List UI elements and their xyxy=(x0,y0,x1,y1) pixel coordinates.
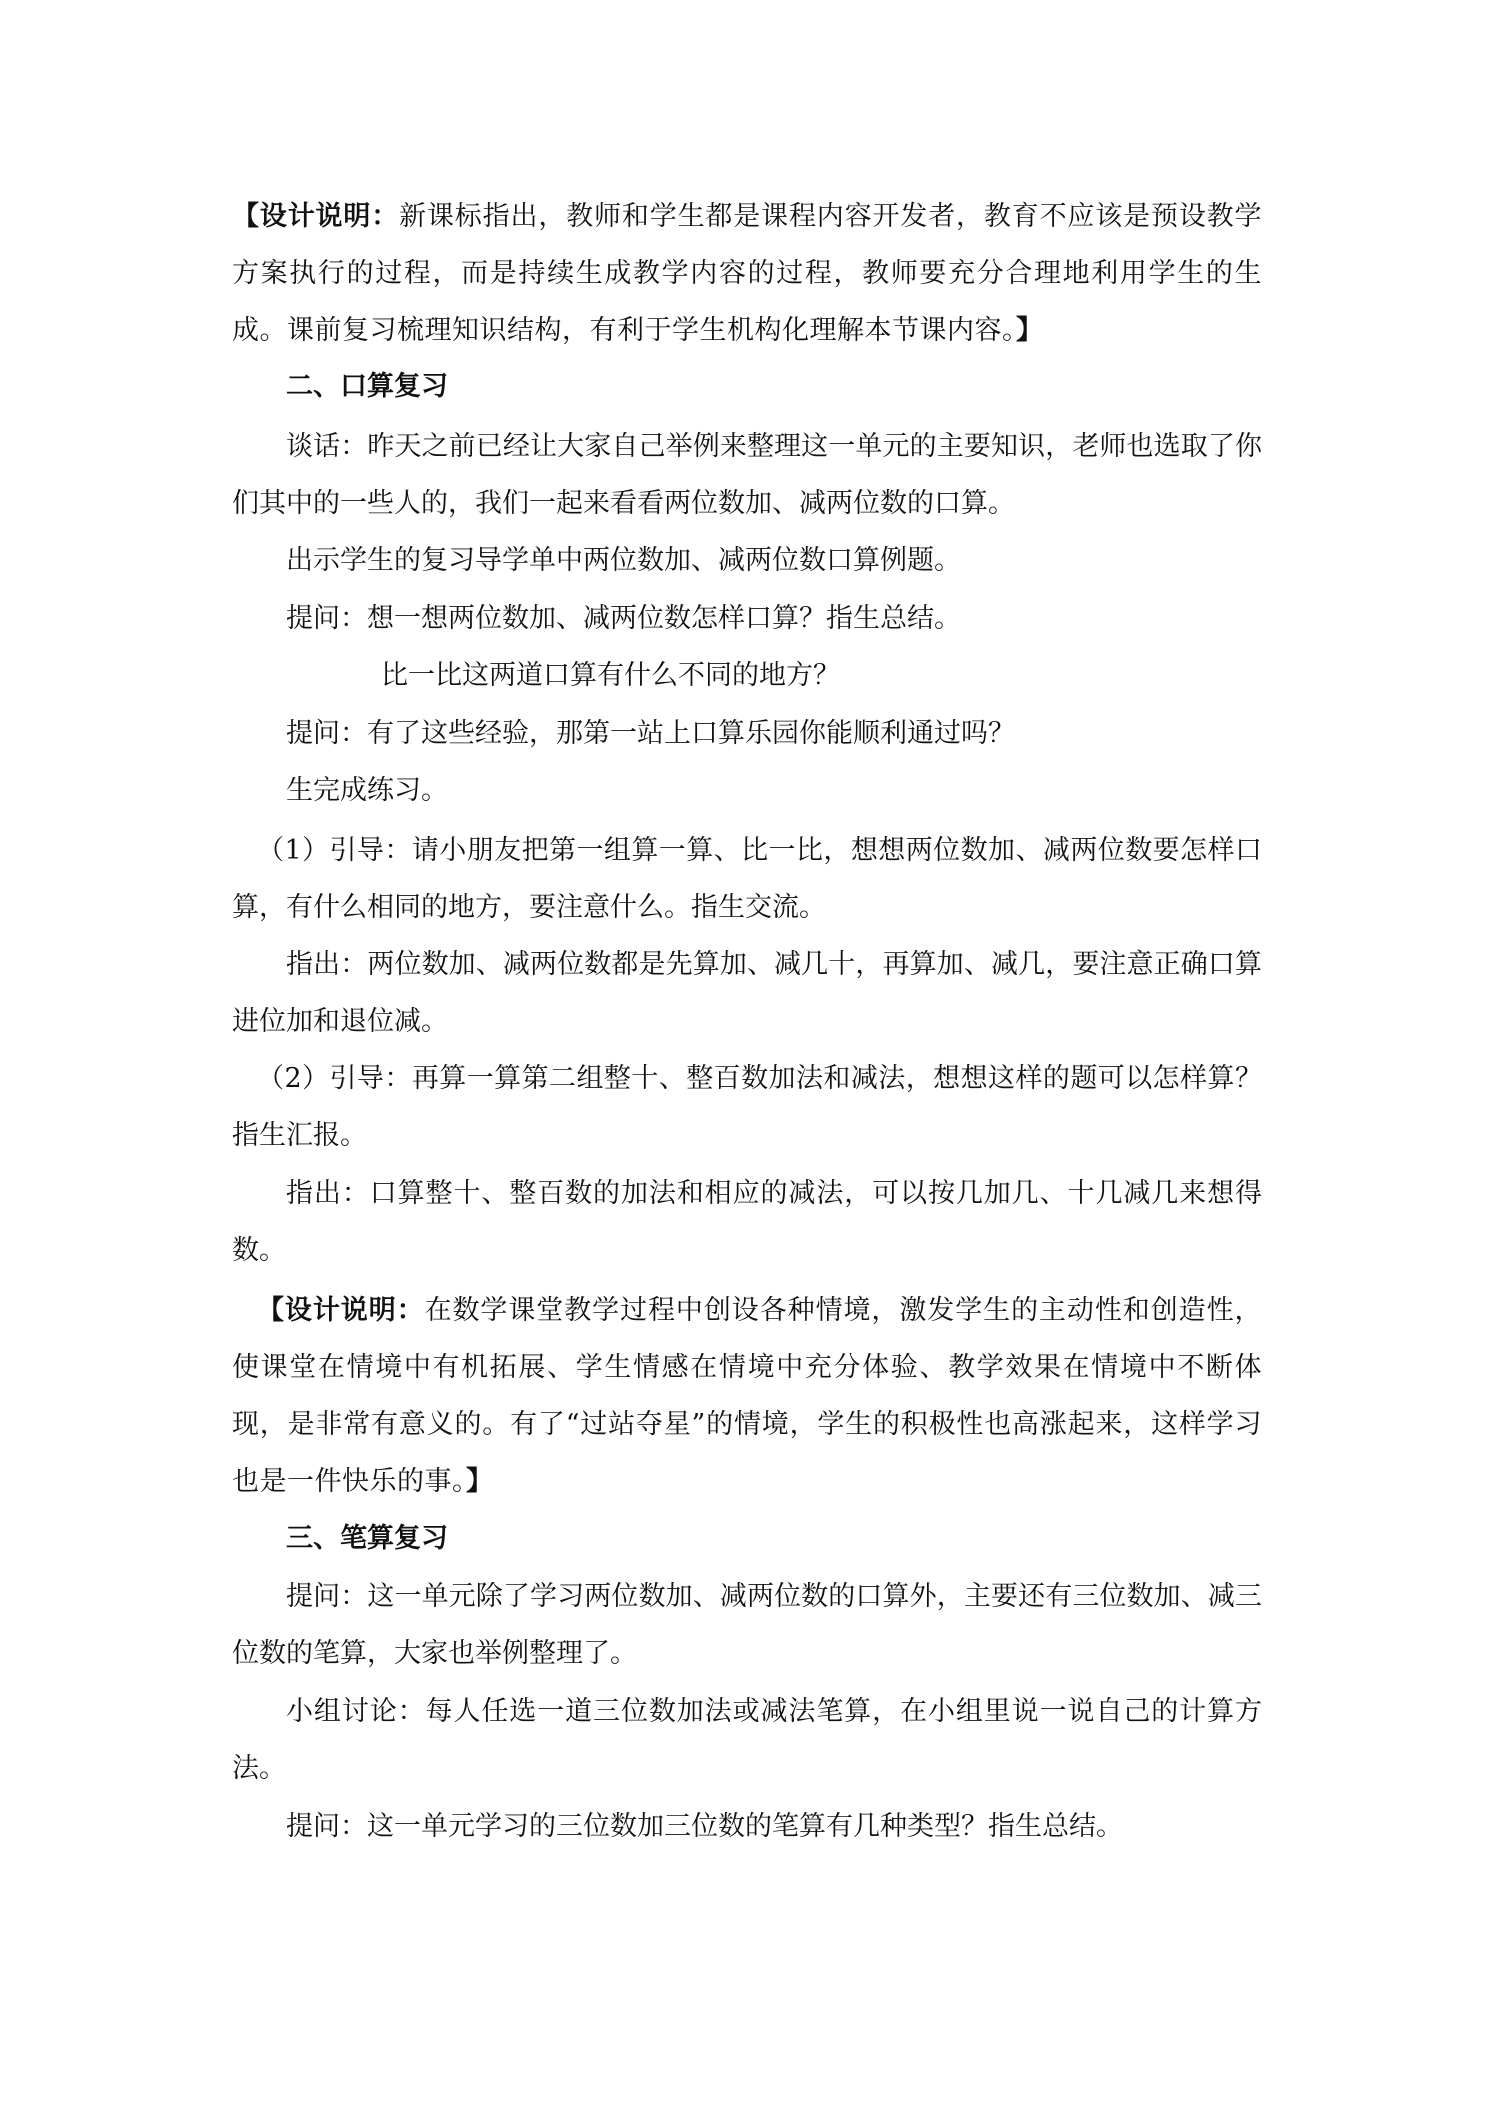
design-note-2 xyxy=(232,1282,1262,1510)
design-note-2-text: 在数学课堂教学过程中创设各种情境，激发学生的主动性和创造性，使课堂在情境中有机拓展、学生情感在情境中充分体验、教学效果在情境中不断体现，是非常有意义的。有了“过站夺星”的情境，学生的积极性也高涨起来，这样学习也是一件快乐的事。 xyxy=(232,1295,1263,1497)
talk-paragraph: 谈话：昨天之前已经让大家自己举例来整理这一单元的主要知识，老师也选取了你们其中的一些人的，我们一起来看看两位数加、减两位数的口算。 xyxy=(232,431,1262,519)
section-heading-written: 三、笔算复习 xyxy=(286,1523,448,1554)
design-note-2-label: 【设计说明： xyxy=(257,1295,425,1326)
design-note-1-close: 】 xyxy=(1016,315,1044,346)
design-note-1-label: 【设计说明： xyxy=(232,201,400,232)
group-paragraph: 小组讨论：每人任选一道三位数加法或减法笔算，在小组里说一说自己的计算方法。 xyxy=(232,1696,1262,1784)
point-2-paragraph: 指出：口算整十、整百数的加法和相应的减法，可以按几加几、十几减几来想得数。 xyxy=(232,1178,1262,1266)
question-3-paragraph: 提问：这一单元除了学习两位数加、减两位数的口算外，主要还有三位数加、减三位数的笔算，大家也举例整理了。 xyxy=(232,1581,1262,1669)
point-1-paragraph: 指出：两位数加、减两位数都是先算加、减几十，再算加、减几，要注意正确口算进位加和退位减。 xyxy=(232,949,1262,1037)
compare-paragraph: 比一比这两道口算有什么不同的地方？ xyxy=(381,660,840,691)
question-1-paragraph: 提问：想一想两位数加、减两位数怎样口算？指生总结。 xyxy=(286,603,961,634)
section-heading-oral: 二、口算复习 xyxy=(286,371,448,402)
design-note-1-text: 新课标指出，教师和学生都是课程内容开发者，教育不应该是预设教学方案执行的过程，而是持续生成教学内容的过程，教师要充分合理地利用学生的生成。课前复习梳理知识结构，有利于学生机构化理解本节课内容。 xyxy=(232,201,1263,346)
show-paragraph: 出示学生的复习导学单中两位数加、减两位数口算例题。 xyxy=(286,545,961,576)
guide-2-paragraph: （2）引导：再算一算第二组整十、整百数加法和减法，想想这样的题可以怎样算？指生汇报。 xyxy=(232,1063,1262,1151)
design-note-1 xyxy=(232,188,1262,359)
question-4-paragraph: 提问：这一单元学习的三位数加三位数的笔算有几种类型？指生总结。 xyxy=(286,1811,1123,1842)
guide-1-paragraph: （1）引导：请小朋友把第一组算一算、比一比，想想两位数加、减两位数要怎样口算，有什么相同的地方，要注意什么。指生交流。 xyxy=(232,835,1262,923)
question-2-paragraph: 提问：有了这些经验，那第一站上口算乐园你能顺利通过吗？ xyxy=(286,718,1015,749)
design-note-2-close: 】 xyxy=(466,1466,494,1497)
practice-paragraph: 生完成练习。 xyxy=(286,775,448,806)
